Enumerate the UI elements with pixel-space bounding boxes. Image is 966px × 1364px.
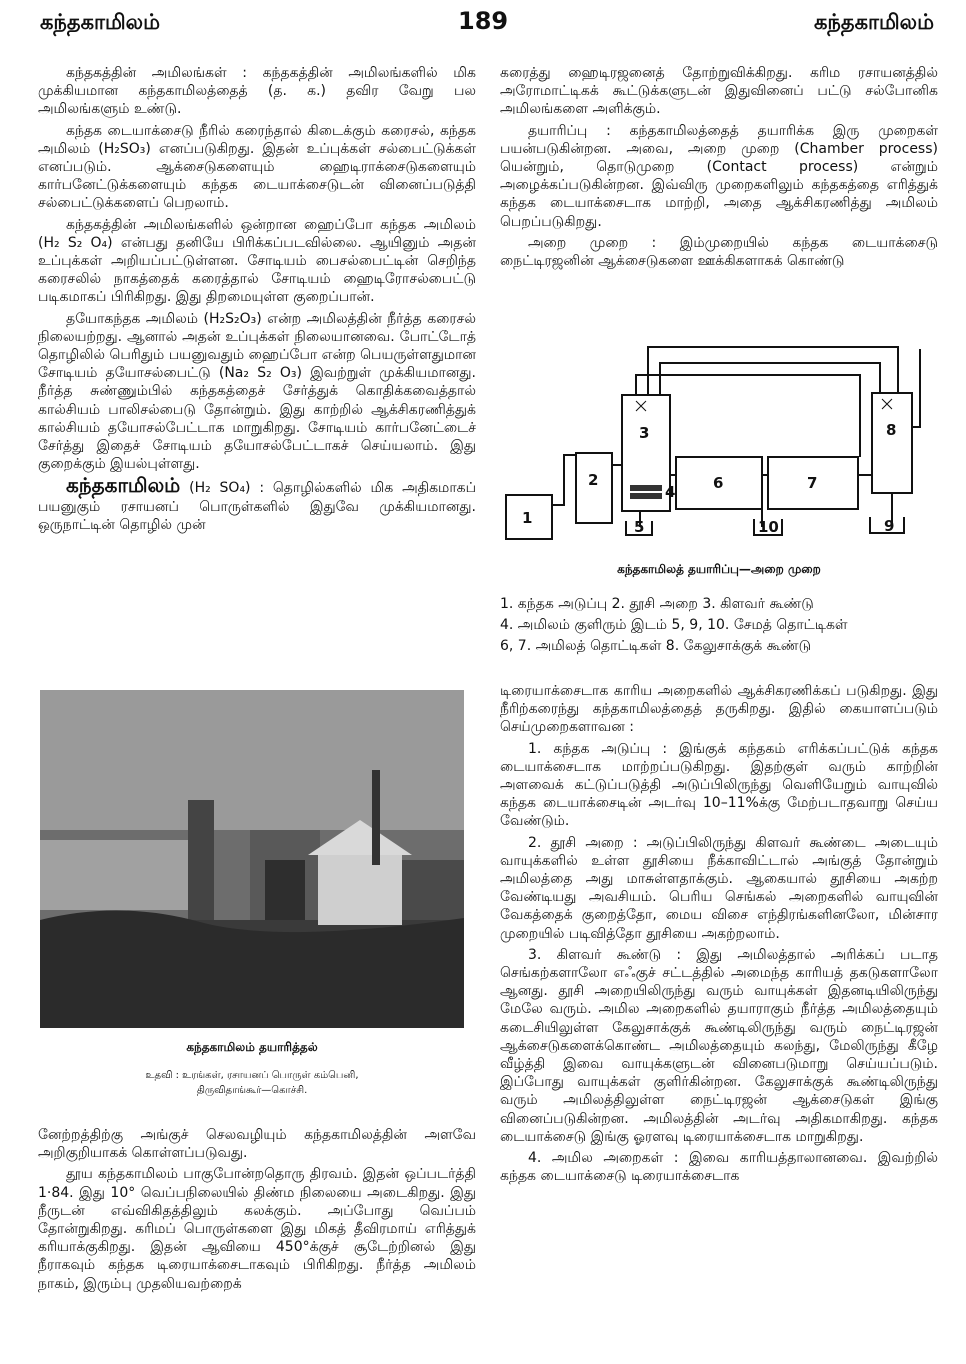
legend-line: 4. அமிலம் குளிரும் இடம் 5, 9, 10. சேமத் தொட்டிகள் — [500, 617, 848, 633]
diagram-label-2: 2 — [588, 471, 599, 489]
paragraph: தயாரிப்பு : கந்தகாமிலத்தைத் தயாரிக்க இரு முறைகள் பயன்படுகின்றன. அவை, அறை முறை (Chamber process) யென்றும், தொடுமுறை (Contact process) என்றும் அழைக்கப்படுகின்றன. இவ்விரு முறைகளிலும் கந்தகத்தை எரித்துக் கந்தக டையாக்சைடாக மாற்றி, அதை ஆக்சிகரணித்து அமிலம் பெறப்படுகிறது. — [500, 122, 938, 230]
photo-credit-line-2: திருவிதாங்கூர்—கொச்சி. — [196, 1085, 308, 1096]
diagram-label-8: 8 — [886, 421, 897, 439]
paragraph: 4. அமில அறைகள் : இவை காரியத்தாலானவை. இவற்றில் கந்தக டையாக்சைடு டிரையாக்சைடாக — [500, 1150, 938, 1185]
gay-lussac-tower-shape — [872, 393, 912, 493]
paragraph: 2. தூசி அறை : அடுப்பிலிருந்து கிளவர் கூண்டை அடையும் வாயுக்களில் உள்ள தூசியை நீக்காவிட்டால் அங்குத் தோன்றும் அமிலத்தை அது மாசுள்ளதாக்கும். ஆகையால் தூசியை அகற்ற வேண்டியது அவசியம். பெரிய செங்கல் அறைகளில் வாயுவின் வேகத்தைக் குறைத்தோ, மைய விசை எந்திரங்களினலோ, மின்சார முறையில் படிவித்தோ தூசியை அகற்றலாம். — [500, 834, 938, 942]
chamber-process-diagram — [500, 335, 940, 545]
right-column-top — [500, 64, 938, 273]
left-column-top — [38, 64, 476, 537]
paragraph: தயோகந்தக அமிலம் (H₂S₂O₃) என்ற அமிலத்தின் நீர்த்த கரைசல் நிலையற்றது. ஆனால் அதன் உப்புக்கள் நிலையானவை. போட்டோத் தொழிலில் பெரிதும் பயனுவதும் ஹைப்போ என்ற பெயருள்ளதுமான சோடியம் தயோசல்பைட்டு (Na₂ S₂ O₃) இவற்றுள் முக்கியமானது. நீர்த்த சுண்ணும்பில் கந்தகத்தைச் சேர்த்துக் கொதிக்கவைத்தால் கால்சியம் பாலிசல்பைடு தோன்றும். இது காற்றில் ஆக்சிகரணித்துக் கால்சியம் தயோசல்பேட்டாக மாறுகிறது. சோடியம் கார்பனேட்டைச் சேர்த்து இதைச் சோடியம் தயோசல்பேட்டாகச் செய்யலாம். இது குறைக்கும் இயல்புள்ளது. — [38, 310, 476, 473]
diagram-caption: கந்தகாமிலத் தயாரிப்பு—அறை முறை — [617, 562, 821, 576]
legend-line: 6, 7. அமிலத் தொட்டிகள் 8. கேலுசாக்குக் கூண்டு — [500, 638, 812, 654]
paragraph: கரைத்து ஹைடிரஜனைத் தோற்றுவிக்கிறது. கரிம ரசாயனத்தில் அரோமாட்டிகக் கூட்டுக்களுடன் இதுவினைப் பட்டு சல்போனிக அமிலங்களை அளிக்கும். — [500, 65, 938, 118]
diagram-label-10: 10 — [758, 518, 779, 536]
section-heading-formula: (H₂ SO₄) : — [189, 480, 265, 497]
photo-caption: கந்தகாமிலம் தயாரித்தல் — [186, 1040, 318, 1054]
section-heading-paragraph — [38, 473, 476, 534]
factory-photo-illustration — [40, 690, 464, 1028]
paragraph: அறை முறை : இம்முறையில் கந்தக டையாக்சைடு நைட்டிரஜனின் ஆக்சைடுகளை ஊக்கிகளாகக் கொண்டு — [500, 234, 938, 270]
running-header-left: கந்தகாமிலம் — [40, 10, 160, 34]
paragraph: டிரையாக்சைடாக காரிய அறைகளில் ஆக்சிகரணிக்கப் படுகிறது. இது நீரிற்கரைந்து கந்தகாமிலத்தைத் தருகிறது. இதில் கையாளப்படும் செய்முறைகளாவன : — [500, 683, 938, 736]
running-header-right: கந்தகாமிலம் — [814, 10, 934, 34]
diagram-label-7: 7 — [807, 474, 818, 492]
diagram-label-4: 4 — [665, 483, 676, 501]
factory-photo — [40, 690, 464, 1028]
diagram-label-1: 1 — [522, 509, 533, 527]
section-heading-text: தொழில்களில் மிக அதிகமாகப் பயனுகும் ரசாயனப் பொருள்களில் இதுவே முக்கியமானது. ஒருநாட்டின் தொழில் முன் — [38, 480, 476, 533]
diagram-label-9: 9 — [884, 517, 895, 535]
paragraph: கந்தகத்தின் அமிலங்கள் : கந்தகத்தின் அமிலங்களில் மிக முக்கியமான கந்தகாமிலத்தைத் (த. க.) தவிர வேறு பல அமிலங்களும் உண்டு. — [38, 65, 476, 118]
acid-cooler-shape — [630, 485, 662, 491]
diagram-legend — [500, 594, 938, 657]
paragraph: 3. கிளவர் கூண்டு : இது அமிலத்தால் அரிக்கப் படாத செங்கற்களாலோ எஃகுச் சட்டத்தில் அமைந்த காரியத் தகடுகளாலோ ஆனது. தூசி அறையிலிருந்து வரும் வாயுக்கள் இதனடியிலிருந்து மேலே வரும். அமில அறைகளில் தயாராகும் நீர்த்த அமிலத்தையும் கடைசியிலுள்ள கேலுசாக்குக் கூண்டிலிருந்து வரும் நைட்டிரஜன் ஆக்சைடுகளைக்கொண்ட அமிலத்தையும் கலந்து, மேலிருந்து கீழே வீழ்த்தி இவை வாயுக்களுடன் வினைபடுமாறு செய்யப்படும். இப்போது வாயுக்கள் குளிர்கின்றன. கேலுசாக்குக் கூண்டிலிருந்து வரும் அமிலத்திலுள்ள நைட்டிரஜன் ஆக்சைடுகள் இங்கு வினைப்படுகின்றன. அமிலத்தின் அடர்வு அதிகமாகிறது. கந்தக டையாக்சைடு இங்கு ஓரளவு டிரையாக்சைடாக மாறுகிறது. — [500, 946, 938, 1145]
section-heading: கந்தகாமிலம் — [66, 473, 181, 498]
diagram-label-6: 6 — [713, 474, 724, 492]
paragraph: கந்தகத்தின் அமிலங்களில் ஒன்றான ஹைப்போ கந்தக அமிலம் (H₂ S₂ O₄) என்பது தனியே பிரிக்கப்படவில்லை. ஆயினும் அதன் உப்புக்கள் அறியப்பட்டுள்ளன. சோடியம் பைசல்பைட்டின் செறிந்த கரைசலில் நாகத்தைக் கரைத்தால் சோடியம் ஹைடிரோசல்பைட்டு படிகமாகப் பிரிகிறது. இது திறமையுள்ள குறைப்பான். — [38, 216, 476, 306]
paragraph: னேற்றத்திற்கு அங்குச் செலவழியும் கந்தகாமிலத்தின் அளவே அறிகுறியாகக் கொள்ளப்படுவது. — [38, 1127, 476, 1162]
page-number: 189 — [458, 7, 509, 35]
legend-line: 1. கந்தக அடுப்பு 2. தூசி அறை 3. கிளவர் கூண்டு — [500, 596, 814, 612]
paragraph: 1. கந்தக அடுப்பு : இங்குக் கந்தகம் எரிக்கப்பட்டுக் கந்தக டையாக்சைடாக மாற்றப்படுகிறது. இதற்குள் வரும் காற்றின் அளவைக் கட்டுப்படுத்தி அடுப்பிலிருந்து வெளியேறும் வாயுவில் கந்தக டையாக்சைடின் அடர்வு 10–11%க்கு மேற்படாதவாறு செய்ய வேண்டும். — [500, 740, 938, 830]
photo-credit-line-1: உதவி : உரங்கள், ரசாயனப் பொருள் கம்பெனி, — [145, 1070, 359, 1081]
paragraph: கந்தக டையாக்சைடு நீரில் கரைந்தால் கிடைக்கும் கரைசல், கந்தக அமிலம் (H₂SO₃) எனப்படுகிறது. இதன் உப்புக்கள் சல்பைட்டுக்கள் எனப்படும். ஆக்சைடுகளையும் ஹைடிராக்சைடுகளையும் கார்பனேட்டுக்களையும் கந்தக டையாக்சைடுடன் வினைப்படுத்தி சல்பைட்டுக்களைப் பெறலாம். — [38, 122, 476, 212]
paragraph: தூய கந்தகாமிலம் பாகுபோன்றதொரு திரவம். இதன் ஒப்படர்த்தி 1·84. இது 10° வெப்பநிலையில் திண்ம நிலையை அடைகிறது. இது நீருடன் எவ்விகிதத்திலும் கலக்கும். அப்போது வெப்பம் தோன்றுகிறது. கரிமப் பொருள்களை இது மிகத் தீவிரமாய் எரித்துக் கரியாக்குகிறது. இதன் ஆவியை 450°க்குச் சூடேற்றினல் இது நீராகவும் கந்தக டிரையாக்சைடாகவும் பிரிகிறது. நீர்த்த அமிலம் நாகம், இரும்பு முதலியவற்றைக் — [38, 1166, 476, 1292]
diagram-label-5: 5 — [634, 518, 645, 536]
diagram-label-3: 3 — [639, 424, 650, 442]
right-column-bottom — [500, 682, 938, 1188]
left-column-bottom — [38, 1126, 476, 1296]
